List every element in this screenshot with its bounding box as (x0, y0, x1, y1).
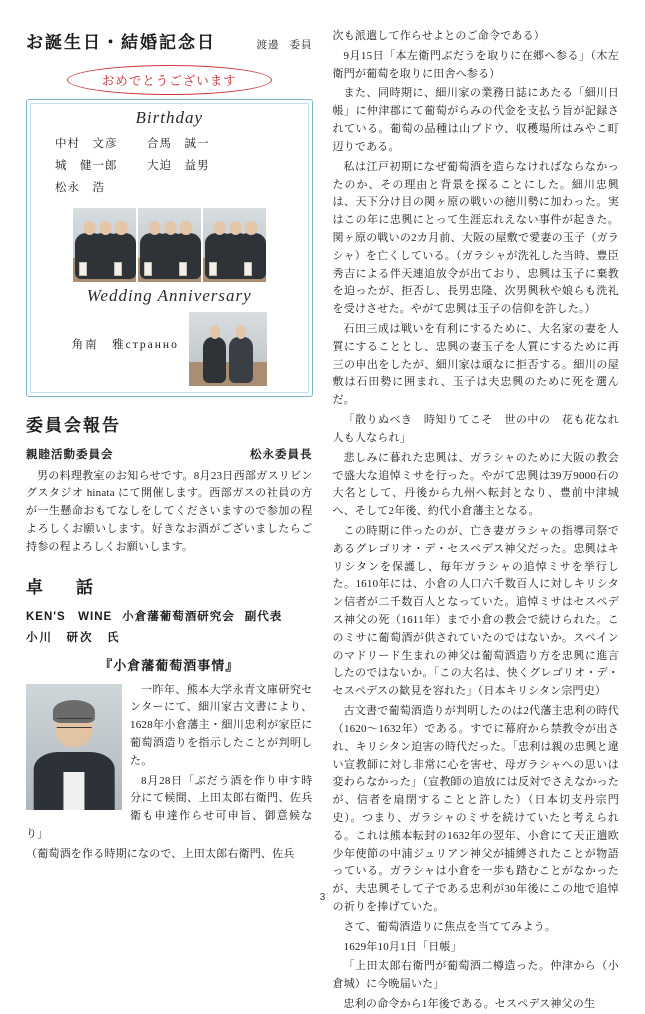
paragraph: 「上田太郎右衛門が葡萄酒二樽造った。仲津から（小倉城）に今晩届いた」 (332, 960, 619, 991)
committee-chair: 松永委員長 (250, 448, 313, 461)
two-column-layout (26, 28, 631, 1011)
wedding-row (37, 312, 302, 386)
committee-body (26, 468, 313, 557)
birthday-name: 城 健一郎 (55, 159, 118, 172)
paragraph: また、同時期に、細川家の業務日誌にあたる「細川日帳」に仲津郡にて葡萄がらみの代金を支払う旨が記録されている。葡萄の品種は山ブドウ、収穫場所はみやこ町辺りである。 (332, 87, 619, 153)
page-number: 3 (319, 892, 326, 903)
paragraph: 次も派遣して作らせよとのご命令である） (332, 30, 545, 42)
wedding-name: 角南 雅странно (71, 338, 179, 351)
paragraph: 8月28日「ぶだう酒を作り申す時分にて候間、上田太郎右衛門、佐兵衛も申達作らせ可申旨、御意候なり」 (26, 774, 313, 841)
talk-article-title: 『小倉藩葡萄酒事情』 (99, 657, 240, 673)
birthday-photo (73, 208, 136, 282)
paragraph: 忠利の命令から1年後である。セスペデス神父の生 (343, 998, 596, 1011)
committee-name: 親睦活動委員会 (26, 448, 114, 461)
wedding-photo (189, 312, 267, 386)
speaker-portrait (26, 684, 122, 810)
byline-name: 渡邊 (256, 39, 280, 51)
paragraph: （葡萄酒を作る時期になので、上田太郎右衛門、佐兵 (26, 847, 295, 860)
birthday-photo-row (37, 208, 302, 282)
paragraph: 古文書で葡萄酒造りが判明したのは2代藩主忠利の時代（1620～1632年）である。すでに幕府から禁教令が出され、キリシタン迫害の時代だった。「忠利は親の忠興と違い宣教師に対し非常に心を害せ、母ガラシャへの思いは変わらなかった」（宣教師の追放には反対でさえなかったが、信者を扇閉することと許した）（日本切支丹宗門史）。つまり、ガラシャのミサを続けていたと考えられる。これは熊本転封の1632年の翌年、小倉にて天正遣欧少年使節の中浦ジュリアン神父が捕縛されたことが物語っている。ガラシャは小倉を一歩も踏むことがなかったが、夫忠興そして子である忠利が30年後にこの地で追悼の祈りを捧げていた。 (332, 705, 619, 913)
byline-role: 委員 (289, 39, 313, 51)
wedding-label: Wedding Anniversary (86, 285, 252, 305)
paragraph: 一昨年、熊本大学永青文庫研究センターにて、細川家古文書により、1628年小倉藩主・細川忠利が家臣に葡萄酒造りを指示したことが判明した。 (130, 683, 313, 767)
birthday-section-title: お誕生日・結婚記念日 (26, 33, 216, 52)
talk-org-en: KEN'S WINE (26, 610, 113, 623)
right-column (332, 28, 631, 1011)
birthday-name-list (37, 134, 302, 200)
paragraph: さて、葡萄酒造りに焦点を当ててみよう。 (343, 920, 557, 933)
birthday-section-header (26, 28, 313, 59)
paragraph: この時期に伴ったのが、亡き妻ガラシャの指導司祭であるグレゴリオ・デ・セスペデス神父だった。忠興はキリシタンを保護し、毎年ガラシャの追悼ミサを挙行した。1610年には、小倉の人口六千数百人に対しキリシタン信者が二千数百人となっていた。追悼ミサはセスペデス神父の死（1611年）まで小倉の教会で続けられた。このミサに葡萄酒が供されていたのではないか。スペインのマドリード生まれの神父は葡萄酒造り方を忠興に進言したのではないか。「この大名は、快くグレゴリオ・デ・セスペデスの歓見を容れた」（日本キリシタン宗門史） (332, 524, 619, 698)
name-row (55, 178, 302, 200)
paragraph: 石田三成は戦いを有利にするために、大名家の妻を人質にすることとし、忠興の妻玉子を人質にするために再三の申出をしたが、細川家は頑なに拒否する。細川の屋敷は石田勢に囲まれ、玉子は夫忠興のために死を選んだ。 (332, 323, 619, 407)
paragraph: 男の料理教室のお知らせです。8月23日西部ガスリビングスタジオ hinata にて開催します。西部ガスの社員の方が一生懸命おもてなしをしてくださいますので参加の程よろしくお願いします。好きなお酒がございましたらご持参の程よろしくお願いします。 (26, 469, 313, 553)
birthday-photo (203, 208, 266, 282)
birthday-name (147, 178, 239, 200)
committee-subhead (26, 446, 313, 462)
celebration-box (26, 99, 313, 397)
birthday-photo (138, 208, 201, 282)
paragraph: 私は江戸初期になぜ葡萄酒を造らなければならなかったのか、その理由と背景を探ることにした。細川忠興は、天下分け目の関ヶ原の戦いの徳川勢に加わった。実はこの年に忠興にとって生涯忘れえない事件が起きた。関ヶ原の戦いの2カ月前、大阪の屋敷で愛妻の玉子（ガラシャ）を亡くしている。（ガラシャが洗礼した当時、豊臣秀吉による伴天連追放令が出ており、忠興は玉子に棄教を迫ったが、拒否し、長男忠隆、次男興秋や娘らも洗礼を受けさせた。やがて忠興は玉子の信仰を許した。） (332, 160, 619, 316)
right-column-body (332, 28, 631, 1014)
talk-org-jp: 小倉藩葡萄酒研究会 (122, 610, 235, 623)
talk-body (26, 682, 313, 866)
paragraph: 1629年10月1日「日帳」 (343, 940, 462, 953)
birthday-section-byline (257, 37, 313, 52)
talk-section-title: 卓 話 (26, 577, 101, 597)
birthday-name: 大迫 益男 (147, 159, 210, 172)
committee-section-title: 委員会報告 (26, 415, 121, 435)
talk-role: 副代表 (244, 610, 283, 623)
congrats-banner (26, 65, 313, 95)
birthday-name: 中村 文彦 (55, 138, 118, 150)
birthday-name: 松永 浩 (55, 181, 105, 194)
paragraph: 「散りぬべき 時知りてこそ 世の中の 花も花なれ 人も人なられ」 (332, 414, 631, 444)
name-row (55, 134, 302, 156)
congrats-text: おめでとうございます (67, 65, 272, 95)
talk-meta (26, 608, 313, 624)
name-row (55, 156, 302, 178)
talk-speaker: 小川 研次 氏 (26, 631, 121, 644)
paragraph: 9月15日「本左衛門ぶだうを取りに在郷へ参る」（木左衛門が葡萄を取りに田舎へ参る） (332, 49, 619, 80)
left-column (26, 28, 313, 868)
birthday-label: Birthday (135, 108, 203, 127)
paragraph: 悲しみに暮れた忠興は、ガラシャのために大阪の教会で盛大な追悼ミサを行った。やがて忠興は39万9000石の大名として、丹後から九州へ転封となり、豊前中津城へ、そして2年後、約代小倉藩主となる。 (332, 451, 619, 518)
birthday-name: 合馬 誠一 (147, 138, 210, 150)
